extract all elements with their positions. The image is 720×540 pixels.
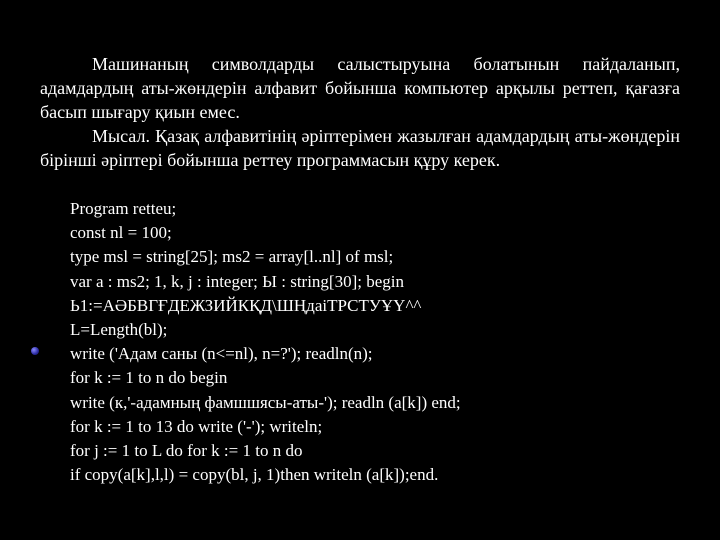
code-line: write (к,'-адамның фамшшясы-аты-'); readln (a[k]) end; xyxy=(70,392,461,412)
code-listing xyxy=(70,197,690,487)
code-line: Program retteu; xyxy=(70,199,177,218)
intro-paragraph-2: Мысал. Қазақ алфавитінің әріптерімен жазылған адамдардың аты-жөндерін бірінші әріптері бойынша реттеу программасын құру керек. xyxy=(40,126,680,170)
intro-paragraph-1: Машинаның символдарды салыстыруына болатынын пайдаланып, адамдардың аты-жөндерін алфавит бойынша компьютер арқылы реттеп, қағазға басып шығару қиын емес. xyxy=(40,54,680,122)
bullet-icon xyxy=(31,347,39,355)
code-line: for j := 1 to L do for k := 1 to n do xyxy=(70,440,303,460)
code-line: if copy(a[k],l,l) = copy(bl, j, 1)then writeln (a[k]);end. xyxy=(70,465,439,485)
code-line: write ('Адам саны (n<=nl), n=?'); readln(n); xyxy=(70,344,373,364)
code-line: var a : ms2; 1, k, j : integer; Ы : string[30]; begin xyxy=(70,271,404,291)
code-line: for k := 1 to n do begin xyxy=(70,368,228,388)
intro-text xyxy=(40,52,680,172)
code-line: L=Length(bl); xyxy=(70,319,168,339)
code-line: const nl = 100; xyxy=(70,223,172,243)
code-line: type msl = string[25]; ms2 = array[l..nl] of msl; xyxy=(70,247,394,267)
code-line: for k := 1 to 13 do write ('-'); writeln; xyxy=(70,416,323,436)
code-line: Ь1:=АӘБВГҒДЕЖЗИЙКҚД\ШҢдаіТРСТУҰҮ^^ xyxy=(70,295,422,315)
